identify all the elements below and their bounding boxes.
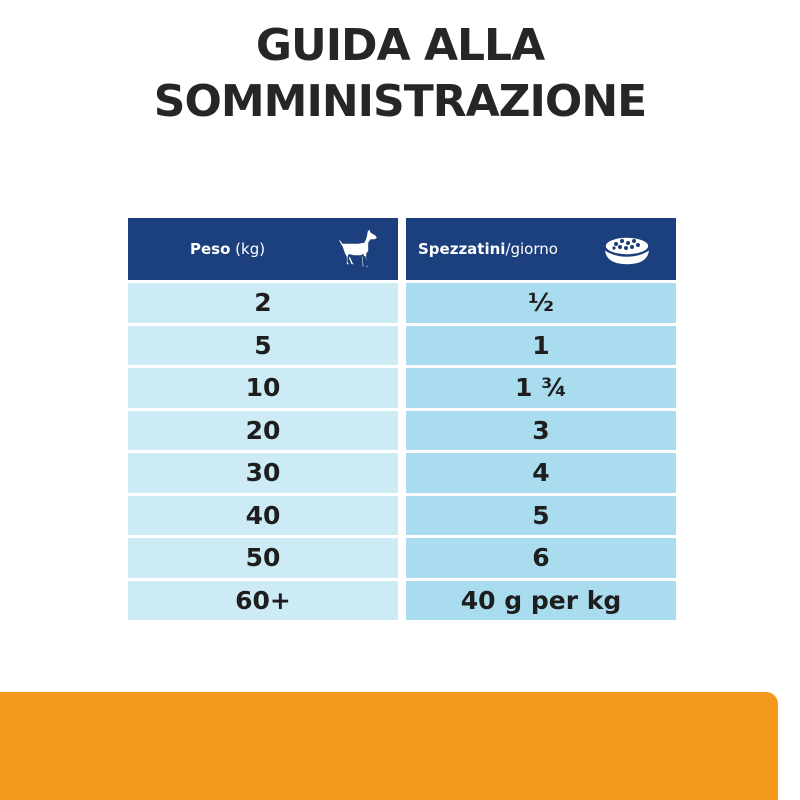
table-row-weight: 60+ [128, 581, 398, 621]
table-row-amount: 1 [406, 326, 676, 366]
table-row-weight: 40 [128, 496, 398, 536]
table-row-amount: 4 [406, 453, 676, 493]
table-row-amount: 6 [406, 538, 676, 578]
header-weight [128, 218, 398, 280]
table-row-weight: 50 [128, 538, 398, 578]
table-row-weight: 10 [128, 368, 398, 408]
title-line-2: SOMMINISTRAZIONE [153, 76, 647, 127]
dog-icon [336, 227, 382, 271]
table-row-amount: 3 [406, 411, 676, 451]
feeding-table [128, 218, 676, 620]
table-row-weight: 20 [128, 411, 398, 451]
footer-band [0, 692, 778, 800]
table-row-weight: 30 [128, 453, 398, 493]
page-title [0, 18, 800, 130]
table-row-amount: 5 [406, 496, 676, 536]
table-row-amount: ½ [406, 283, 676, 323]
title-line-1: GUIDA ALLA [255, 20, 545, 71]
table-row-amount: 40 g per kg [406, 581, 676, 621]
food-bowl-icon [600, 232, 654, 268]
table-row-amount: 1 ¾ [406, 368, 676, 408]
table-row-weight: 5 [128, 326, 398, 366]
header-weight-label: Peso (kg) [190, 240, 266, 258]
header-amount [406, 218, 676, 280]
header-amount-label: Spezzatini/giorno [418, 240, 558, 258]
table-row-weight: 2 [128, 283, 398, 323]
